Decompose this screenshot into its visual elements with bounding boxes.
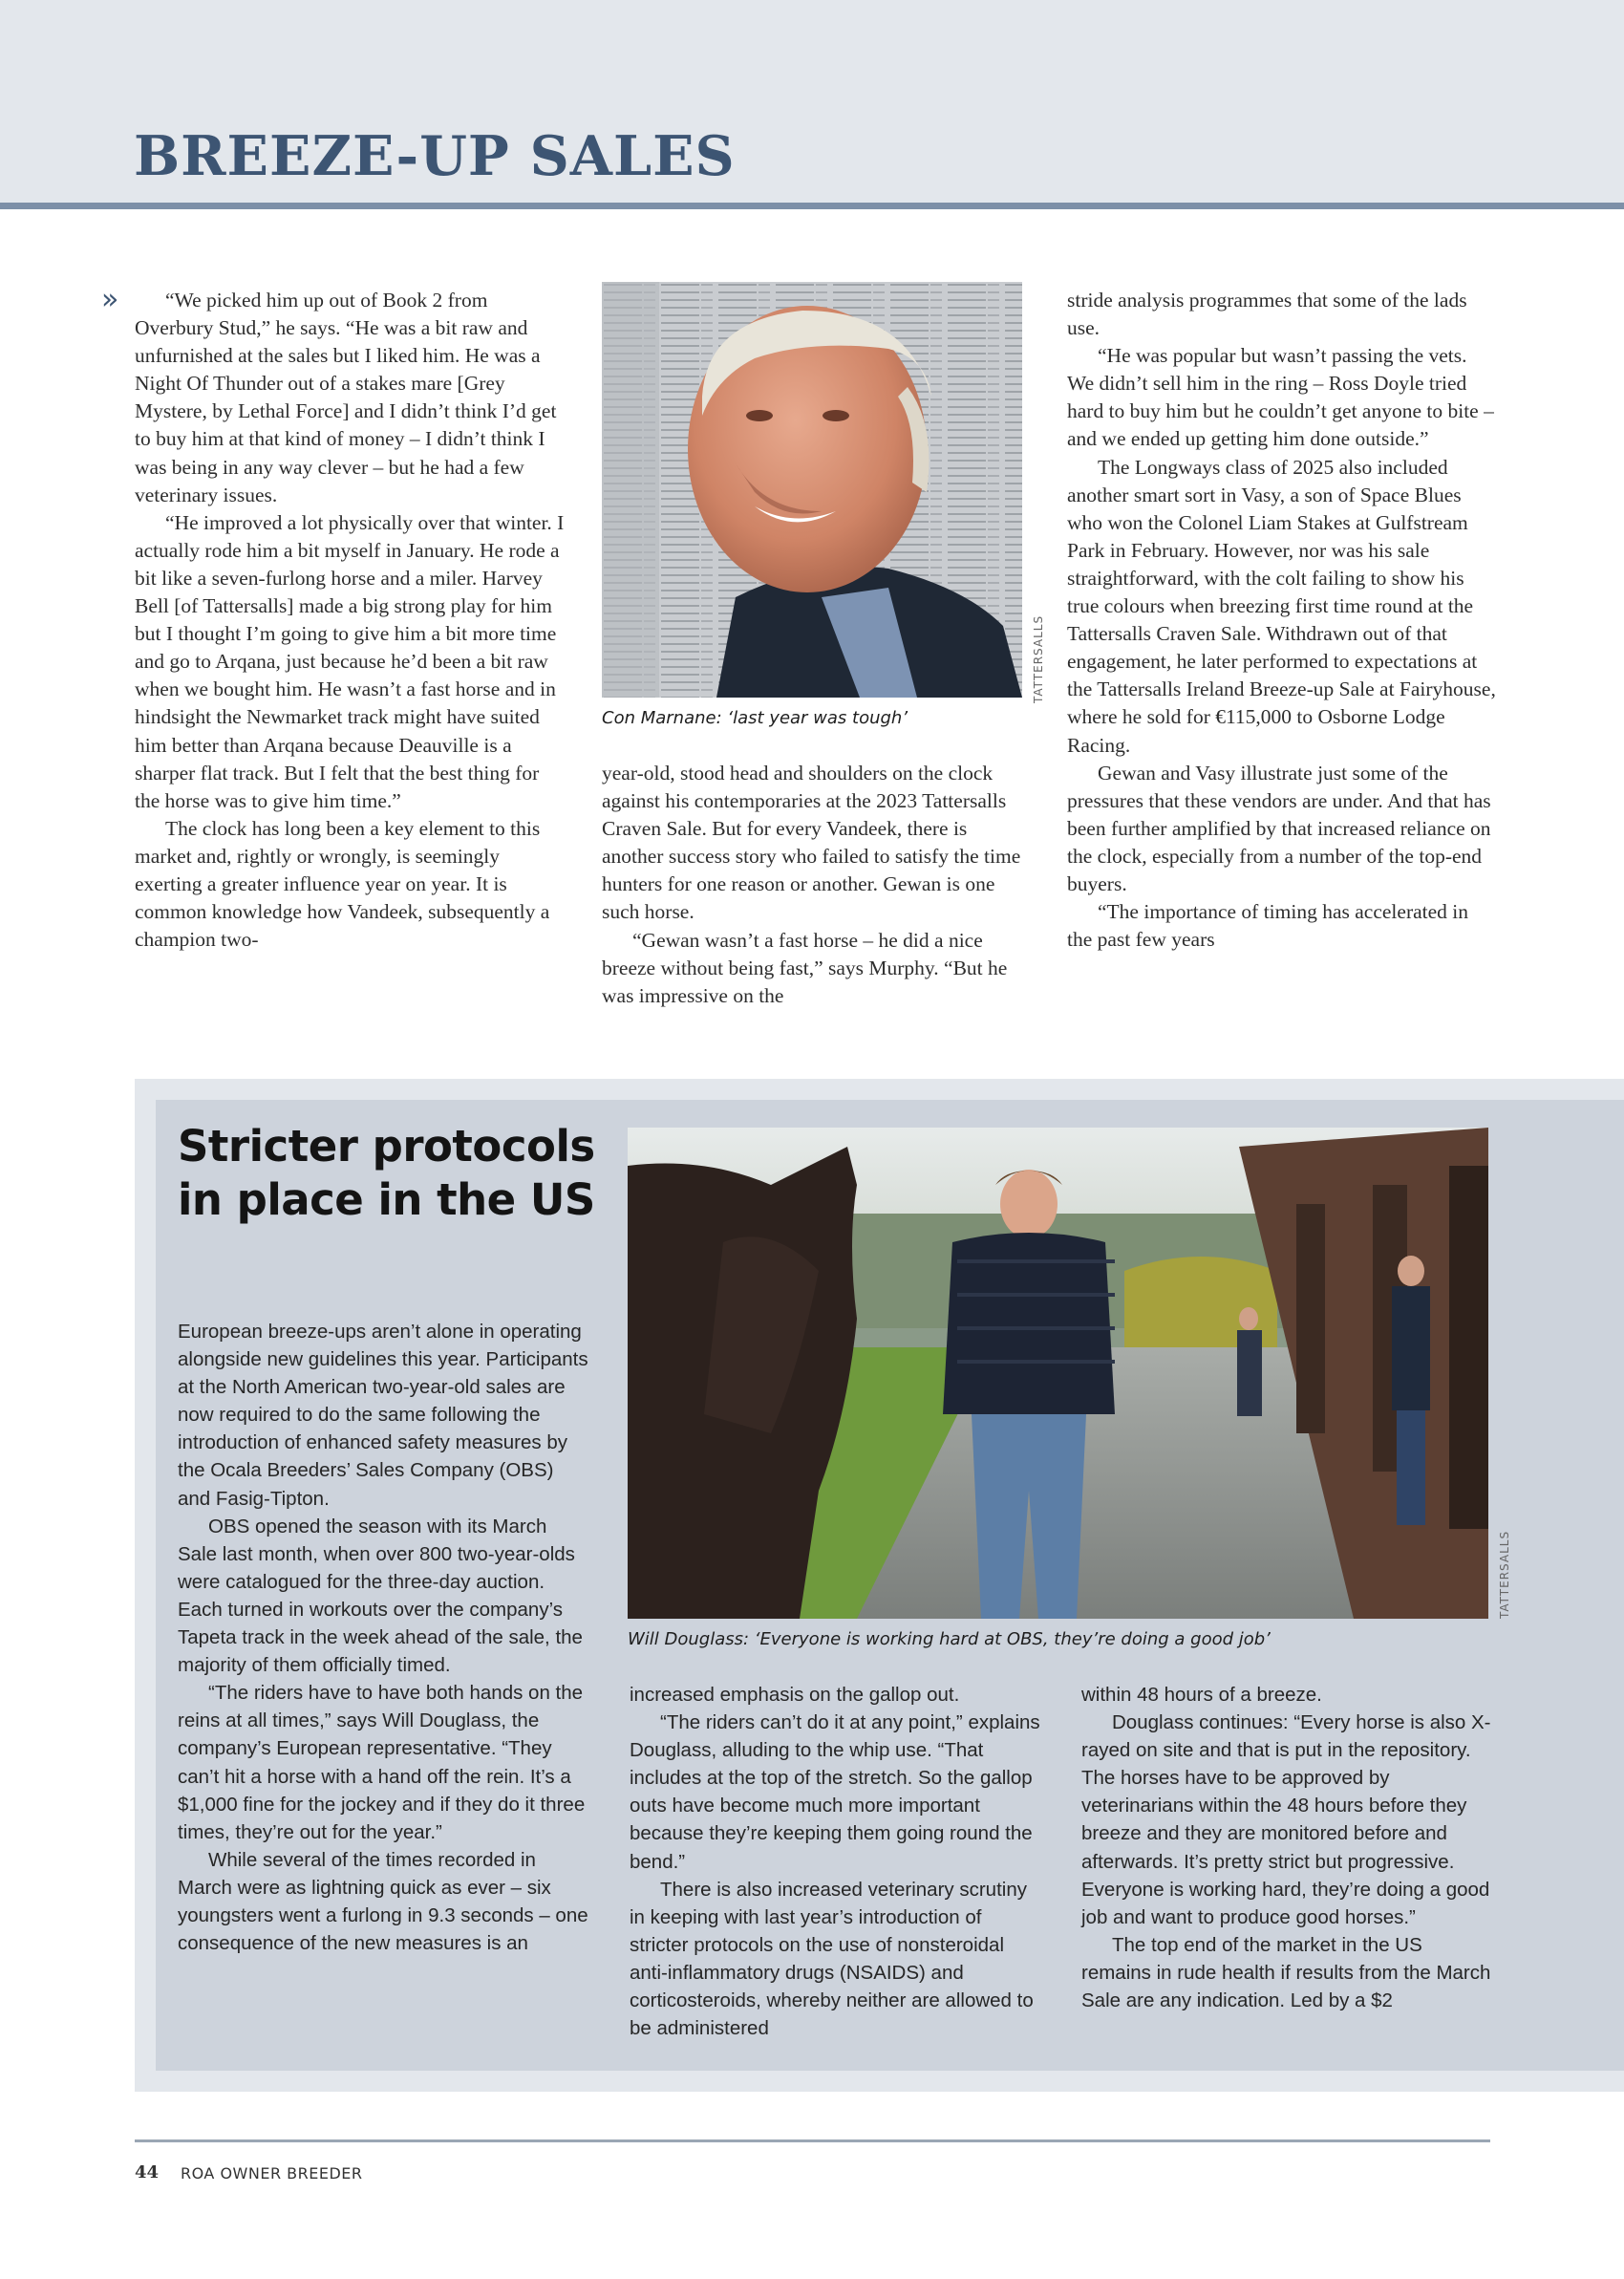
paragraph: year-old, stood head and shoulders on the clock against his contemporaries at the 2023 Tattersalls Craven Sale. But for every Vandeek, there is another success story who failed to satisfy the time hunters for one reason or another. Gewan is one such horse. (602, 762, 1021, 924)
publication-name: ROA OWNER BREEDER (181, 2164, 363, 2182)
article-column-2 (602, 760, 1032, 1010)
photo-caption: Will Douglass: ‘Everyone is working hard at OBS, they’re doing a good job’ (628, 1629, 1271, 1649)
paragraph: stride analysis programmes that some of the lads use. (1067, 289, 1467, 340)
paragraph: There is also increased veterinary scrutiny in keeping with last year’s introduction of stricter protocols on the use of nonsteroidal anti-inflammatory drugs (NSAIDS) and corticosteroids, whereby neither are allowed to be administered (630, 1878, 1034, 2040)
paragraph: within 48 hours of a breeze. (1081, 1684, 1322, 1706)
paragraph: “He improved a lot physically over that winter. I actually rode him a bit myself in January. He rode a bit like a seven-furlong horse and a miler. Harvey Bell [of Tattersalls] made a big strong play for him but I thought I’m going to give him a bit more time and go to Arqana, just because he’d been a bit raw when we bought him. He wasn’t a fast horse and in hindsight the Newmarket track might have suited him better than Arqana because Deauville is a sharper flat track. But I felt that the best thing for the horse was to give him time.” (135, 510, 565, 812)
paragraph: The Longways class of 2025 also included another smart sort in Vasy, a son of Space Blues who won the Colonel Liam Stakes at Gulfstream Park in February. However, nor was his sale straightforward, with the colt failing to show his true colours when breezing first time round at the Tattersalls Craven Sale. Withdrawn out of that engagement, he later performed to expectations at the Tattersalls Ireland Breeze-up Sale at Fairyhouse, where he sold for €115,000 to Osborne Lodge Racing. (1067, 455, 1496, 757)
will-douglass-photo (628, 1128, 1488, 1619)
article-column-3 (1067, 287, 1497, 954)
paragraph: “Gewan wasn’t a fast horse – he did a nice breeze without being fast,” says Murphy. “But he was impressive on the (602, 928, 1008, 1007)
paragraph: Gewan and Vasy illustrate just some of the pressures that these vendors are under. And that has been further amplified by that increased reliance on the clock, especially from a number of the top-end buyers. (1067, 761, 1491, 895)
paragraph: While several of the times recorded in March were as lightning quick as ever – six youngsters went a furlong in 9.3 seconds – one consequence of the new measures is an (178, 1848, 588, 1955)
con-marnane-photo (602, 282, 1022, 698)
paragraph: “The importance of timing has accelerated in the past few years (1067, 900, 1469, 952)
section-title: BREEZE-UP SALES (134, 124, 736, 188)
portrait-illustration (602, 282, 1022, 698)
page-number: 44 (135, 2162, 160, 2182)
photo-credit: TATTERSALLS (1498, 1530, 1511, 1619)
photo-caption: Con Marnane: ‘last year was tough’ (602, 708, 908, 728)
paragraph: “The riders have to have both hands on the reins at all times,” says Will Douglass, the company’s European representative. “They can’t hit a horse with a hand off the rein. It’s a $1,000 fine for the jockey and if they do it three times, they’re out for the year.” (178, 1682, 586, 1843)
paragraph: increased emphasis on the gallop out. (630, 1684, 960, 1706)
paragraph: “The riders can’t do it at any point,” explains Douglass, alluding to the whip use. “That includes at the top of the stretch. So the gallop outs have become much more important because they’re keeping them going round the bend.” (630, 1711, 1040, 1873)
paragraph: The clock has long been a key element to this market and, rightly or wrongly, is seemingly exerting a greater influence year on year. It is common knowledge how Vandeek, subsequently a champion two- (135, 816, 550, 952)
sidebar-column-3 (1081, 1681, 1492, 2014)
paragraph: OBS opened the season with its March Sale last month, when over 800 two-year-olds were catalogued for the three-day auction. Each turned in workouts over the company’s Tapeta track in the week ahead of the sale, the majority of them officially timed. (178, 1515, 583, 1677)
sales-yard-illustration (628, 1128, 1488, 1619)
paragraph: “We picked him up out of Book 2 from Overbury Stud,” he says. “He was a bit raw and unfurnished at the sales but I liked him. He was a Night Of Thunder out of a stakes mare [Grey Mystere, by Lethal Force] and I didn’t think I’d get to buy him at that kind of money – I didn’t think I was being in any way clever – but he had a few veterinary issues. (135, 289, 557, 506)
continued-arrow-icon: » (101, 283, 119, 316)
paragraph: The top end of the market in the US remains in rude health if results from the March Sale are any indication. Led by a $2 (1081, 1933, 1491, 2012)
paragraph: “He was popular but wasn’t passing the vets. We didn’t sell him in the ring – Ross Doyle tried hard to buy him but he couldn’t get anyone to bite – and we ended up getting him done outside.” (1067, 344, 1494, 451)
paragraph: European breeze-ups aren’t alone in operating alongside new guidelines this year. Participants at the North American two-year-old sales are now required to do the same following the introduction of enhanced safety measures by the Ocala Breeders’ Sales Company (OBS) and Fasig-Tipton. (178, 1321, 588, 1510)
sidebar-title: Stricter protocols in place in the US (178, 1121, 595, 1225)
article-column-1 (135, 287, 565, 954)
header-rule (0, 203, 1624, 209)
photo-credit: TATTERSALLS (1032, 614, 1045, 703)
paragraph: Douglass continues: “Every horse is also X-rayed on site and that is put in the repository. The horses have to be approved by veterinarians within the 48 hours before they breeze and they are monitored before and afterwards. It’s pretty strict but progressive. Everyone is working hard, they’re doing a good job and want to produce good horses.” (1081, 1711, 1491, 1928)
sidebar-column-2 (630, 1681, 1040, 2042)
sidebar-column-1 (178, 1318, 588, 1957)
footer-rule (135, 2139, 1490, 2142)
